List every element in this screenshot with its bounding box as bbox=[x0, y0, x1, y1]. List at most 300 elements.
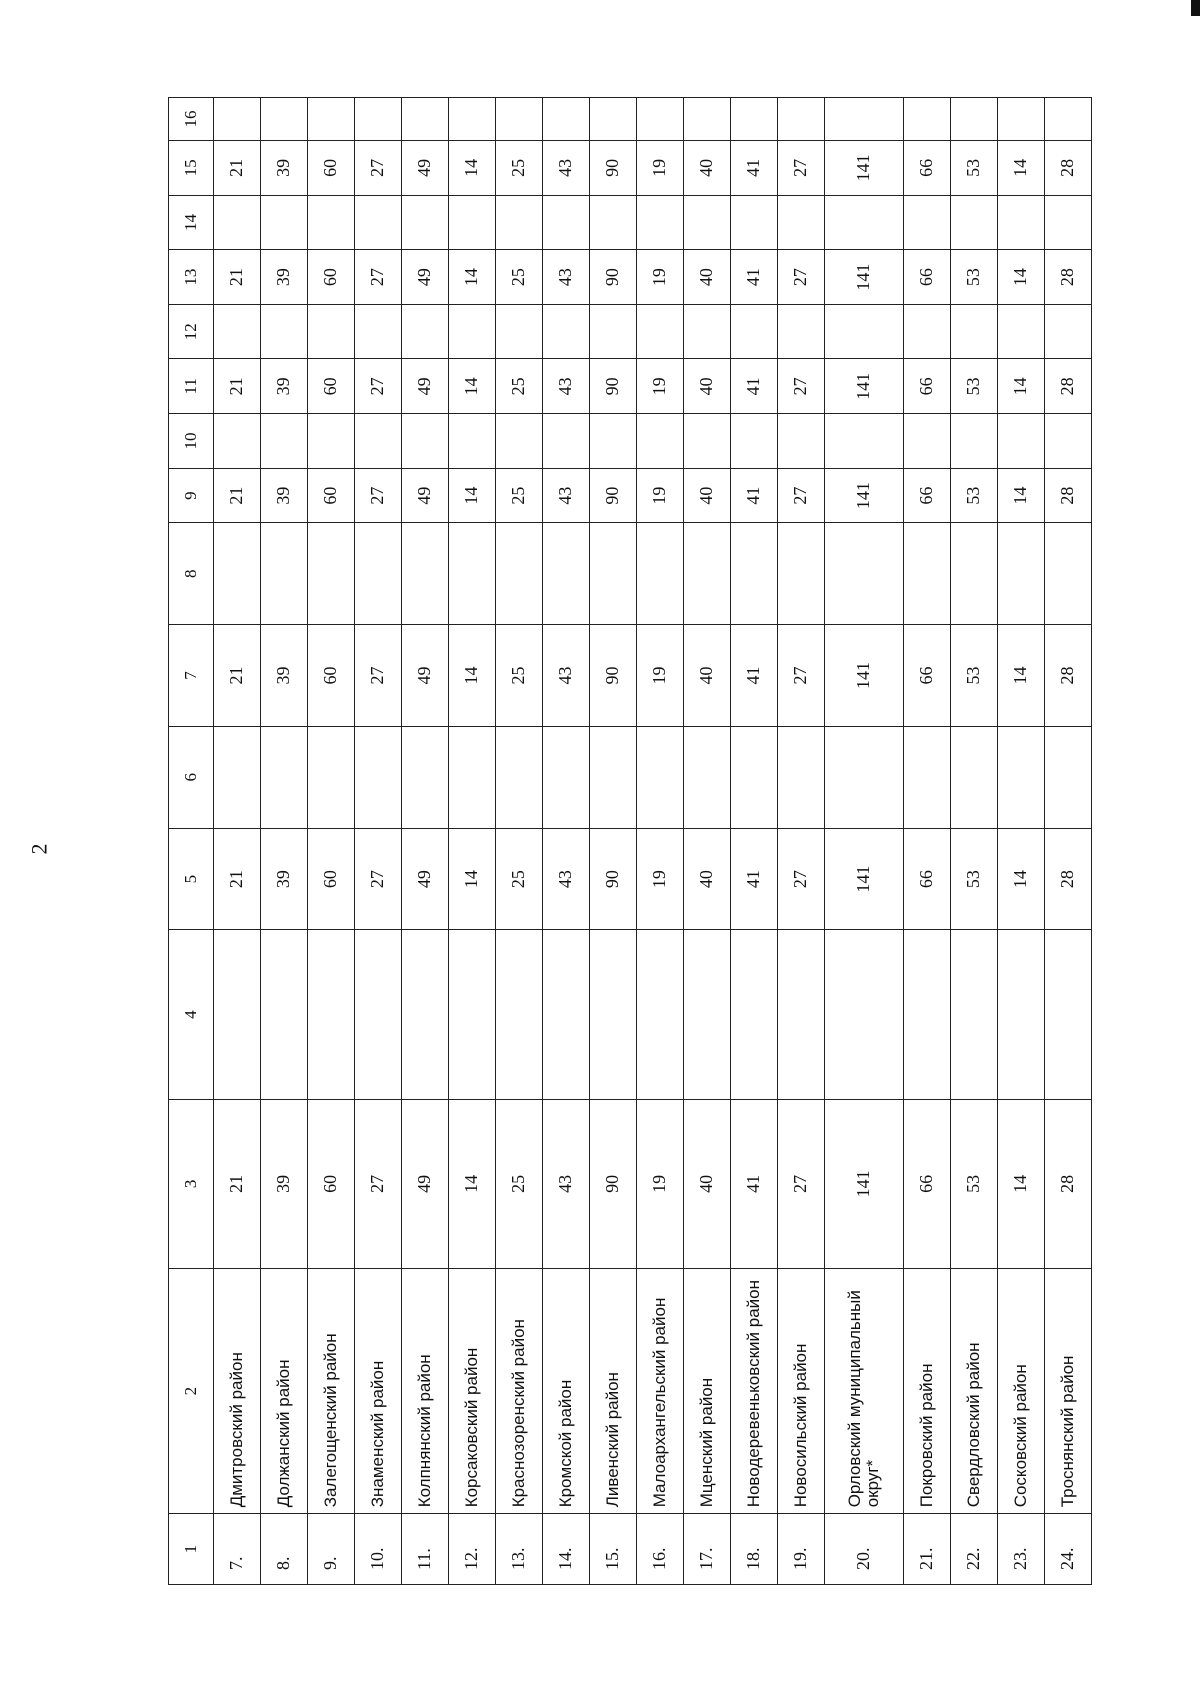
value-cell: 19 bbox=[636, 250, 683, 305]
value-cell bbox=[1044, 726, 1091, 828]
value-cell bbox=[636, 414, 683, 469]
table-row bbox=[777, 98, 824, 1585]
value-cell: 60 bbox=[307, 250, 354, 305]
value-cell: 141 bbox=[824, 625, 903, 727]
value-cell: 41 bbox=[730, 625, 777, 727]
scan-corner-mark bbox=[1191, 0, 1200, 16]
value-cell: 14 bbox=[997, 141, 1044, 196]
value-cell bbox=[950, 726, 997, 828]
value-cell bbox=[636, 304, 683, 359]
value-cell: 25 bbox=[495, 250, 542, 305]
value-cell: 27 bbox=[354, 625, 401, 727]
value-cell: 14 bbox=[997, 468, 1044, 523]
value-cell: 53 bbox=[950, 625, 997, 727]
row-number-cell: 9. bbox=[307, 1514, 354, 1585]
value-cell bbox=[307, 930, 354, 1099]
value-cell bbox=[495, 523, 542, 625]
value-cell bbox=[683, 414, 730, 469]
value-cell bbox=[1044, 195, 1091, 250]
value-cell bbox=[683, 523, 730, 625]
value-cell bbox=[307, 195, 354, 250]
table-row bbox=[1044, 98, 1091, 1585]
value-cell: 66 bbox=[903, 625, 950, 727]
value-cell bbox=[354, 523, 401, 625]
district-name-cell: Покровский район bbox=[903, 1268, 950, 1513]
header-cell: 11 bbox=[169, 359, 214, 414]
value-cell bbox=[401, 523, 448, 625]
table-row bbox=[213, 98, 260, 1585]
value-cell: 39 bbox=[260, 141, 307, 196]
value-cell bbox=[903, 304, 950, 359]
value-cell: 141 bbox=[824, 359, 903, 414]
row-number-cell: 24. bbox=[1044, 1514, 1091, 1585]
value-cell bbox=[495, 726, 542, 828]
value-cell bbox=[260, 304, 307, 359]
value-cell bbox=[401, 414, 448, 469]
row-number-cell: 14. bbox=[542, 1514, 589, 1585]
value-cell: 27 bbox=[777, 250, 824, 305]
header-cell: 5 bbox=[169, 828, 214, 930]
value-cell: 90 bbox=[589, 141, 636, 196]
value-cell: 14 bbox=[448, 141, 495, 196]
value-cell bbox=[589, 726, 636, 828]
value-cell bbox=[448, 523, 495, 625]
value-cell: 40 bbox=[683, 468, 730, 523]
value-cell bbox=[589, 195, 636, 250]
value-cell: 49 bbox=[401, 828, 448, 930]
value-cell bbox=[777, 414, 824, 469]
value-cell: 43 bbox=[542, 141, 589, 196]
table-row bbox=[260, 98, 307, 1585]
value-cell: 90 bbox=[589, 468, 636, 523]
value-cell: 28 bbox=[1044, 468, 1091, 523]
value-cell: 14 bbox=[997, 828, 1044, 930]
district-name-cell: Новодеревеньковский район bbox=[730, 1268, 777, 1513]
value-cell bbox=[730, 726, 777, 828]
district-name-cell: Сосковский район bbox=[997, 1268, 1044, 1513]
value-cell: 141 bbox=[824, 1099, 903, 1268]
value-cell bbox=[260, 195, 307, 250]
table-row bbox=[589, 98, 636, 1585]
value-cell: 40 bbox=[683, 1099, 730, 1268]
value-cell bbox=[824, 930, 903, 1099]
table-row bbox=[636, 98, 683, 1585]
value-cell bbox=[542, 98, 589, 141]
row-number-cell: 12. bbox=[448, 1514, 495, 1585]
value-cell: 28 bbox=[1044, 250, 1091, 305]
value-cell bbox=[542, 726, 589, 828]
value-cell bbox=[683, 930, 730, 1099]
table-row bbox=[307, 98, 354, 1585]
value-cell bbox=[950, 414, 997, 469]
row-number-cell: 15. bbox=[589, 1514, 636, 1585]
district-name-cell: Орловский муниципальный округ* bbox=[824, 1268, 903, 1513]
value-cell bbox=[354, 195, 401, 250]
value-cell bbox=[683, 195, 730, 250]
value-cell: 53 bbox=[950, 250, 997, 305]
value-cell bbox=[1044, 523, 1091, 625]
value-cell bbox=[542, 304, 589, 359]
value-cell bbox=[950, 98, 997, 141]
value-cell: 27 bbox=[354, 468, 401, 523]
value-cell bbox=[730, 414, 777, 469]
value-cell bbox=[260, 930, 307, 1099]
value-cell: 27 bbox=[354, 1099, 401, 1268]
value-cell bbox=[903, 98, 950, 141]
table-body bbox=[169, 98, 1092, 1585]
value-cell bbox=[997, 304, 1044, 359]
value-cell bbox=[997, 98, 1044, 141]
value-cell: 41 bbox=[730, 359, 777, 414]
header-cell: 3 bbox=[169, 1099, 214, 1268]
district-name-cell: Залегощенский район bbox=[307, 1268, 354, 1513]
row-number-cell: 11. bbox=[401, 1514, 448, 1585]
value-cell: 53 bbox=[950, 1099, 997, 1268]
value-cell bbox=[777, 195, 824, 250]
value-cell: 25 bbox=[495, 625, 542, 727]
district-data-table bbox=[168, 97, 1092, 1585]
value-cell: 25 bbox=[495, 1099, 542, 1268]
header-cell: 10 bbox=[169, 414, 214, 469]
district-name-cell: Колпнянский район bbox=[401, 1268, 448, 1513]
row-number-cell: 23. bbox=[997, 1514, 1044, 1585]
district-name-cell: Мценский район bbox=[683, 1268, 730, 1513]
value-cell: 40 bbox=[683, 359, 730, 414]
row-number-cell: 8. bbox=[260, 1514, 307, 1585]
value-cell bbox=[213, 726, 260, 828]
value-cell bbox=[636, 930, 683, 1099]
value-cell: 60 bbox=[307, 625, 354, 727]
page-number: 2 bbox=[26, 843, 52, 855]
row-number-cell: 22. bbox=[950, 1514, 997, 1585]
value-cell bbox=[260, 726, 307, 828]
value-cell bbox=[777, 98, 824, 141]
value-cell bbox=[495, 195, 542, 250]
value-cell: 21 bbox=[213, 1099, 260, 1268]
value-cell bbox=[589, 523, 636, 625]
value-cell bbox=[354, 726, 401, 828]
value-cell bbox=[997, 195, 1044, 250]
value-cell bbox=[824, 195, 903, 250]
value-cell: 39 bbox=[260, 359, 307, 414]
value-cell bbox=[495, 930, 542, 1099]
header-cell: 7 bbox=[169, 625, 214, 727]
value-cell bbox=[260, 523, 307, 625]
value-cell: 66 bbox=[903, 141, 950, 196]
value-cell: 43 bbox=[542, 1099, 589, 1268]
row-number-cell: 10. bbox=[354, 1514, 401, 1585]
value-cell: 27 bbox=[777, 625, 824, 727]
value-cell: 14 bbox=[448, 1099, 495, 1268]
header-cell: 14 bbox=[169, 195, 214, 250]
value-cell: 49 bbox=[401, 250, 448, 305]
value-cell: 19 bbox=[636, 359, 683, 414]
value-cell: 41 bbox=[730, 141, 777, 196]
value-cell bbox=[213, 195, 260, 250]
value-cell: 21 bbox=[213, 250, 260, 305]
value-cell bbox=[636, 98, 683, 141]
value-cell bbox=[636, 523, 683, 625]
value-cell bbox=[730, 304, 777, 359]
value-cell bbox=[448, 930, 495, 1099]
value-cell: 21 bbox=[213, 828, 260, 930]
value-cell: 141 bbox=[824, 828, 903, 930]
value-cell: 53 bbox=[950, 828, 997, 930]
value-cell: 40 bbox=[683, 625, 730, 727]
value-cell: 41 bbox=[730, 468, 777, 523]
value-cell bbox=[213, 523, 260, 625]
value-cell bbox=[777, 523, 824, 625]
value-cell: 53 bbox=[950, 468, 997, 523]
value-cell: 14 bbox=[997, 1099, 1044, 1268]
value-cell: 14 bbox=[448, 828, 495, 930]
value-cell bbox=[997, 726, 1044, 828]
value-cell bbox=[307, 414, 354, 469]
value-cell bbox=[495, 304, 542, 359]
table-row bbox=[903, 98, 950, 1585]
value-cell bbox=[401, 930, 448, 1099]
header-cell: 16 bbox=[169, 98, 214, 141]
value-cell: 25 bbox=[495, 468, 542, 523]
value-cell: 25 bbox=[495, 828, 542, 930]
value-cell bbox=[636, 726, 683, 828]
value-cell bbox=[903, 195, 950, 250]
district-name-cell: Краснозоренский район bbox=[495, 1268, 542, 1513]
value-cell bbox=[307, 304, 354, 359]
value-cell: 43 bbox=[542, 468, 589, 523]
table-row bbox=[354, 98, 401, 1585]
value-cell: 14 bbox=[997, 250, 1044, 305]
value-cell: 43 bbox=[542, 828, 589, 930]
value-cell: 60 bbox=[307, 1099, 354, 1268]
header-cell: 9 bbox=[169, 468, 214, 523]
value-cell bbox=[542, 195, 589, 250]
value-cell bbox=[448, 304, 495, 359]
value-cell bbox=[448, 98, 495, 141]
value-cell: 19 bbox=[636, 625, 683, 727]
value-cell: 60 bbox=[307, 141, 354, 196]
value-cell bbox=[824, 726, 903, 828]
value-cell bbox=[903, 523, 950, 625]
table-row bbox=[824, 98, 903, 1585]
value-cell bbox=[1044, 98, 1091, 141]
row-number-cell: 17. bbox=[683, 1514, 730, 1585]
value-cell: 21 bbox=[213, 141, 260, 196]
value-cell bbox=[260, 98, 307, 141]
value-cell: 66 bbox=[903, 359, 950, 414]
value-cell bbox=[636, 195, 683, 250]
value-cell bbox=[589, 930, 636, 1099]
header-cell: 1 bbox=[169, 1514, 214, 1585]
value-cell bbox=[307, 726, 354, 828]
table-row bbox=[495, 98, 542, 1585]
district-name-cell: Троснянский район bbox=[1044, 1268, 1091, 1513]
value-cell bbox=[1044, 304, 1091, 359]
value-cell: 66 bbox=[903, 250, 950, 305]
value-cell bbox=[824, 304, 903, 359]
value-cell bbox=[950, 304, 997, 359]
value-cell: 40 bbox=[683, 828, 730, 930]
value-cell bbox=[213, 304, 260, 359]
value-cell bbox=[307, 98, 354, 141]
value-cell: 19 bbox=[636, 141, 683, 196]
value-cell bbox=[401, 304, 448, 359]
value-cell bbox=[683, 726, 730, 828]
value-cell: 60 bbox=[307, 828, 354, 930]
row-number-cell: 13. bbox=[495, 1514, 542, 1585]
value-cell bbox=[495, 414, 542, 469]
value-cell bbox=[213, 930, 260, 1099]
value-cell: 21 bbox=[213, 468, 260, 523]
value-cell: 66 bbox=[903, 828, 950, 930]
value-cell: 90 bbox=[589, 625, 636, 727]
value-cell bbox=[1044, 930, 1091, 1099]
value-cell bbox=[824, 98, 903, 141]
value-cell bbox=[354, 414, 401, 469]
value-cell: 28 bbox=[1044, 1099, 1091, 1268]
value-cell: 90 bbox=[589, 250, 636, 305]
value-cell: 39 bbox=[260, 250, 307, 305]
value-cell: 49 bbox=[401, 468, 448, 523]
value-cell: 19 bbox=[636, 828, 683, 930]
value-cell bbox=[307, 523, 354, 625]
value-cell: 39 bbox=[260, 468, 307, 523]
header-cell: 12 bbox=[169, 304, 214, 359]
value-cell: 27 bbox=[777, 141, 824, 196]
value-cell: 141 bbox=[824, 468, 903, 523]
value-cell: 14 bbox=[448, 468, 495, 523]
value-cell: 27 bbox=[777, 1099, 824, 1268]
value-cell bbox=[589, 304, 636, 359]
value-cell: 141 bbox=[824, 250, 903, 305]
value-cell: 41 bbox=[730, 1099, 777, 1268]
value-cell: 90 bbox=[589, 1099, 636, 1268]
value-cell: 141 bbox=[824, 141, 903, 196]
district-name-cell: Корсаковский район bbox=[448, 1268, 495, 1513]
value-cell: 53 bbox=[950, 359, 997, 414]
value-cell bbox=[213, 98, 260, 141]
value-cell: 41 bbox=[730, 250, 777, 305]
row-number-cell: 7. bbox=[213, 1514, 260, 1585]
value-cell bbox=[997, 523, 1044, 625]
value-cell bbox=[542, 414, 589, 469]
value-cell: 43 bbox=[542, 250, 589, 305]
value-cell bbox=[448, 726, 495, 828]
value-cell bbox=[730, 195, 777, 250]
value-cell: 21 bbox=[213, 625, 260, 727]
value-cell bbox=[730, 523, 777, 625]
header-cell: 6 bbox=[169, 726, 214, 828]
value-cell: 39 bbox=[260, 1099, 307, 1268]
value-cell: 28 bbox=[1044, 359, 1091, 414]
value-cell bbox=[1044, 414, 1091, 469]
value-cell: 66 bbox=[903, 468, 950, 523]
value-cell bbox=[260, 414, 307, 469]
value-cell bbox=[730, 930, 777, 1099]
table-row bbox=[730, 98, 777, 1585]
row-number-cell: 20. bbox=[824, 1514, 903, 1585]
row-number-cell: 16. bbox=[636, 1514, 683, 1585]
value-cell bbox=[777, 930, 824, 1099]
value-cell bbox=[730, 98, 777, 141]
value-cell: 28 bbox=[1044, 828, 1091, 930]
row-number-cell: 19. bbox=[777, 1514, 824, 1585]
value-cell bbox=[213, 414, 260, 469]
value-cell: 14 bbox=[997, 359, 1044, 414]
value-cell: 40 bbox=[683, 141, 730, 196]
table-row bbox=[448, 98, 495, 1585]
value-cell bbox=[354, 98, 401, 141]
value-cell: 19 bbox=[636, 1099, 683, 1268]
value-cell: 14 bbox=[997, 625, 1044, 727]
value-cell: 43 bbox=[542, 625, 589, 727]
value-cell: 90 bbox=[589, 359, 636, 414]
value-cell bbox=[950, 930, 997, 1099]
value-cell bbox=[354, 930, 401, 1099]
district-name-cell: Должанский район bbox=[260, 1268, 307, 1513]
value-cell: 41 bbox=[730, 828, 777, 930]
value-cell bbox=[824, 523, 903, 625]
value-cell bbox=[950, 523, 997, 625]
value-cell: 25 bbox=[495, 359, 542, 414]
value-cell: 49 bbox=[401, 1099, 448, 1268]
value-cell: 60 bbox=[307, 359, 354, 414]
value-cell bbox=[448, 414, 495, 469]
row-number-cell: 18. bbox=[730, 1514, 777, 1585]
value-cell bbox=[683, 98, 730, 141]
header-cell: 2 bbox=[169, 1268, 214, 1513]
value-cell: 28 bbox=[1044, 141, 1091, 196]
district-name-cell: Ливенский район bbox=[589, 1268, 636, 1513]
header-cell: 13 bbox=[169, 250, 214, 305]
value-cell: 27 bbox=[354, 250, 401, 305]
value-cell bbox=[448, 195, 495, 250]
table-row bbox=[683, 98, 730, 1585]
value-cell bbox=[903, 930, 950, 1099]
value-cell: 66 bbox=[903, 1099, 950, 1268]
value-cell: 27 bbox=[354, 141, 401, 196]
value-cell: 90 bbox=[589, 828, 636, 930]
value-cell bbox=[777, 726, 824, 828]
header-cell: 8 bbox=[169, 523, 214, 625]
value-cell: 39 bbox=[260, 625, 307, 727]
header-cell: 15 bbox=[169, 141, 214, 196]
value-cell bbox=[950, 195, 997, 250]
table-row bbox=[997, 98, 1044, 1585]
district-name-cell: Знаменский район bbox=[354, 1268, 401, 1513]
value-cell bbox=[903, 414, 950, 469]
value-cell: 14 bbox=[448, 625, 495, 727]
value-cell: 25 bbox=[495, 141, 542, 196]
value-cell: 21 bbox=[213, 359, 260, 414]
value-cell bbox=[542, 523, 589, 625]
value-cell bbox=[997, 414, 1044, 469]
value-cell: 43 bbox=[542, 359, 589, 414]
header-cell: 4 bbox=[169, 930, 214, 1099]
value-cell: 14 bbox=[448, 359, 495, 414]
value-cell: 19 bbox=[636, 468, 683, 523]
district-name-cell: Малоархангельский район bbox=[636, 1268, 683, 1513]
value-cell bbox=[824, 414, 903, 469]
value-cell: 14 bbox=[448, 250, 495, 305]
value-cell: 27 bbox=[777, 468, 824, 523]
value-cell bbox=[903, 726, 950, 828]
table-row bbox=[542, 98, 589, 1585]
value-cell: 49 bbox=[401, 625, 448, 727]
value-cell bbox=[589, 414, 636, 469]
value-cell: 40 bbox=[683, 250, 730, 305]
value-cell: 60 bbox=[307, 468, 354, 523]
